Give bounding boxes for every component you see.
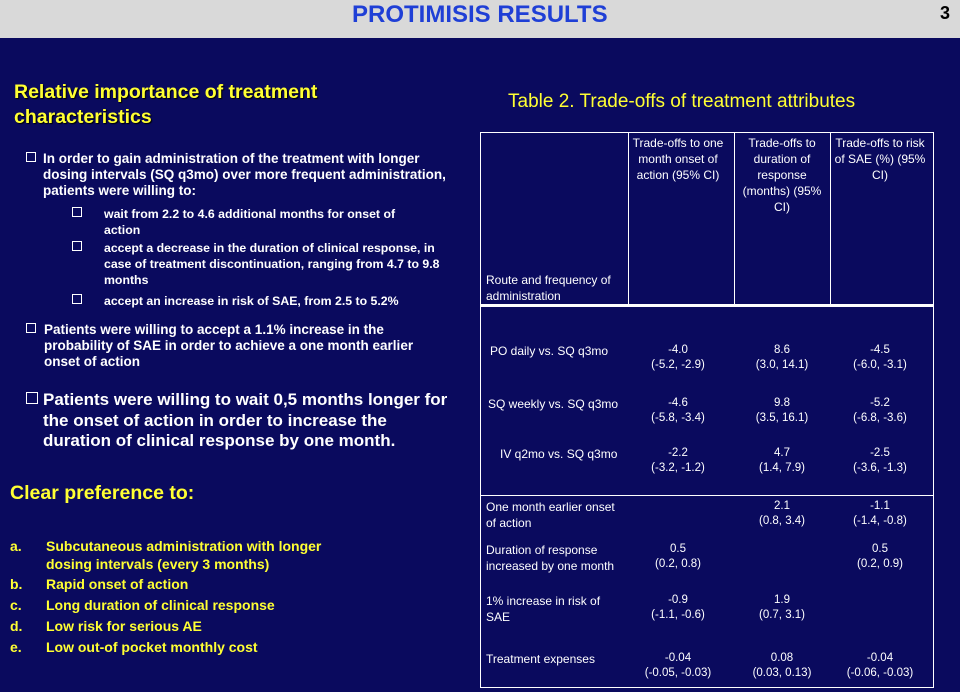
cell-ci: (-0.05, -0.03): [644, 667, 712, 679]
cell-value: 4.7: [774, 447, 790, 459]
bullet-intro-text: In order to gain administration of the treatment with longer dosing intervals (SQ q3mo) over more frequent administration, patients were willing to:: [43, 151, 446, 198]
cell-onset: [628, 651, 728, 681]
preference-heading: Clear preference to:: [10, 482, 195, 504]
cell-ci: (-0.06, -0.03): [846, 667, 914, 679]
row-label: One month earlier onset of action: [486, 500, 615, 530]
column-header-sae: Trade-offs to risk of SAE (%) (95% CI): [834, 136, 926, 182]
cell-ci: (0.2, 0.9): [856, 558, 904, 570]
cell-ci: (1.4, 7.9): [758, 462, 806, 474]
table-border: [480, 132, 934, 133]
checkbox-bullet-icon: [26, 152, 36, 162]
cell-ci: (0.7, 3.1): [758, 609, 806, 621]
cell-onset: [628, 343, 728, 373]
cell-sae: [830, 651, 930, 681]
bullet-sae-tradeoff-text: Patients were willing to accept a 1.1% increase in the probability of SAE in order to achieve a one month earlier onset of action: [44, 322, 414, 369]
cell-value: -1.1: [870, 500, 890, 512]
tradeoff-table: [480, 132, 934, 688]
section-label: Route and frequency of administration: [486, 273, 611, 303]
table-divider: [830, 132, 831, 306]
table-border: [933, 132, 934, 688]
cell-ci: (3.0, 14.1): [755, 359, 809, 371]
cell-value: -4.0: [668, 344, 688, 356]
sub-bullet-3: [72, 293, 399, 309]
cell-duration: [734, 593, 830, 623]
preference-letter: e.: [10, 639, 22, 655]
row-label: IV q2mo vs. SQ q3mo: [500, 447, 618, 461]
cell-duration: [734, 651, 830, 681]
row-label: 1% increase in risk of SAE: [486, 594, 601, 624]
cell-sae: [830, 343, 930, 373]
checkbox-bullet-icon: [26, 323, 36, 333]
table-caption: Table 2. Trade-offs of treatment attributes: [508, 91, 856, 112]
cell-value: 0.5: [872, 543, 888, 555]
table-border: [480, 687, 934, 688]
cell-ci: (-5.2, -2.9): [651, 359, 705, 371]
cell-value: -4.5: [870, 344, 890, 356]
preference-letter: a.: [10, 538, 22, 554]
cell-duration: [734, 499, 830, 529]
bullet-sae-tradeoff: [26, 322, 426, 369]
bullet-intro: [26, 151, 446, 198]
preference-text: Low risk for serious AE: [46, 618, 202, 634]
sub-bullet-text: accept an increase in risk of SAE, from 2.5 to 5.2%: [104, 294, 399, 308]
preference-text: Rapid onset of action: [46, 576, 189, 592]
cell-sae: [830, 499, 930, 529]
cell-value: -2.5: [870, 447, 890, 459]
checkbox-bullet-icon: [26, 392, 38, 404]
preference-text: Long duration of clinical response: [46, 597, 275, 613]
sub-bullet-text: wait from 2.2 to 4.6 additional months for onset of action: [104, 207, 396, 237]
cell-value: 1.9: [774, 594, 790, 606]
sub-bullet-2: [72, 240, 440, 287]
cell-ci: (-1.4, -0.8): [853, 515, 907, 527]
table-border: [480, 132, 481, 688]
preference-letter: d.: [10, 618, 23, 634]
column-header-duration: Trade-offs to duration of response (months) (95% CI): [742, 136, 822, 214]
preference-text: Subcutaneous administration with longer dosing intervals (every 3 months): [46, 538, 322, 572]
slide-title: PROTIMISIS RESULTS: [352, 1, 608, 28]
bullet-onset-tradeoff: [26, 390, 448, 450]
cell-ci: (-1.1, -0.6): [651, 609, 705, 621]
checkbox-bullet-icon: [72, 241, 82, 251]
cell-ci: (-3.2, -1.2): [651, 462, 705, 474]
cell-onset: [628, 593, 728, 623]
section-heading: Relative importance of treatment characteristics: [14, 81, 318, 128]
slide-number: 3: [939, 3, 950, 23]
cell-value: -0.04: [866, 652, 894, 664]
cell-onset: [628, 542, 728, 572]
cell-value: 9.8: [774, 397, 790, 409]
cell-value: -4.6: [668, 397, 688, 409]
cell-ci: (-5.8, -3.4): [651, 412, 705, 424]
table-divider: [734, 132, 735, 306]
cell-ci: (0.8, 3.4): [758, 515, 806, 527]
cell-value: -5.2: [870, 397, 890, 409]
cell-duration: [734, 446, 830, 476]
sub-bullet-1: [72, 206, 396, 237]
sub-bullet-text: accept a decrease in the duration of clinical response, in case of treatment discontinuation, ranging from 4.7 to 9.8 months: [104, 241, 440, 287]
table-divider: [628, 132, 629, 306]
cell-value: 8.6: [774, 344, 790, 356]
preference-letter: c.: [10, 597, 22, 613]
cell-onset: [628, 446, 728, 476]
cell-sae: [830, 446, 930, 476]
title-bar: [0, 0, 960, 38]
cell-ci: (3.5, 16.1): [755, 412, 809, 424]
row-label: Treatment expenses: [486, 652, 595, 666]
cell-ci: (0.2, 0.8): [654, 558, 702, 570]
bullet-onset-tradeoff-text: Patients were willing to wait 0,5 months longer for the onset of action in order to increase the duration of clinical response by one month.: [43, 390, 448, 450]
cell-value: 0.5: [670, 543, 686, 555]
cell-ci: (-6.8, -3.6): [853, 412, 907, 424]
cell-sae: [830, 542, 930, 572]
row-label: SQ weekly vs. SQ q3mo: [488, 397, 619, 411]
cell-value: -0.04: [664, 652, 692, 664]
cell-ci: (-6.0, -3.1): [853, 359, 907, 371]
column-header-onset: Trade-offs to one month onset of action (95% CI): [632, 136, 724, 182]
cell-value: -2.2: [668, 447, 688, 459]
cell-ci: (0.03, 0.13): [752, 667, 812, 679]
cell-onset: [628, 396, 728, 426]
row-label: Duration of response increased by one month: [486, 543, 615, 573]
preference-text: Low out-of pocket monthly cost: [46, 639, 258, 655]
table-divider: [480, 495, 934, 496]
cell-sae: [830, 396, 930, 426]
cell-ci: (-3.6, -1.3): [853, 462, 907, 474]
row-label: PO daily vs. SQ q3mo: [490, 344, 609, 358]
preference-letter: b.: [10, 576, 23, 592]
table-divider: [480, 306, 934, 307]
cell-value: -0.9: [668, 594, 688, 606]
cell-duration: [734, 343, 830, 373]
cell-value: 2.1: [774, 500, 790, 512]
checkbox-bullet-icon: [72, 207, 82, 217]
cell-value: 0.08: [770, 652, 794, 664]
cell-duration: [734, 396, 830, 426]
checkbox-bullet-icon: [72, 294, 82, 304]
